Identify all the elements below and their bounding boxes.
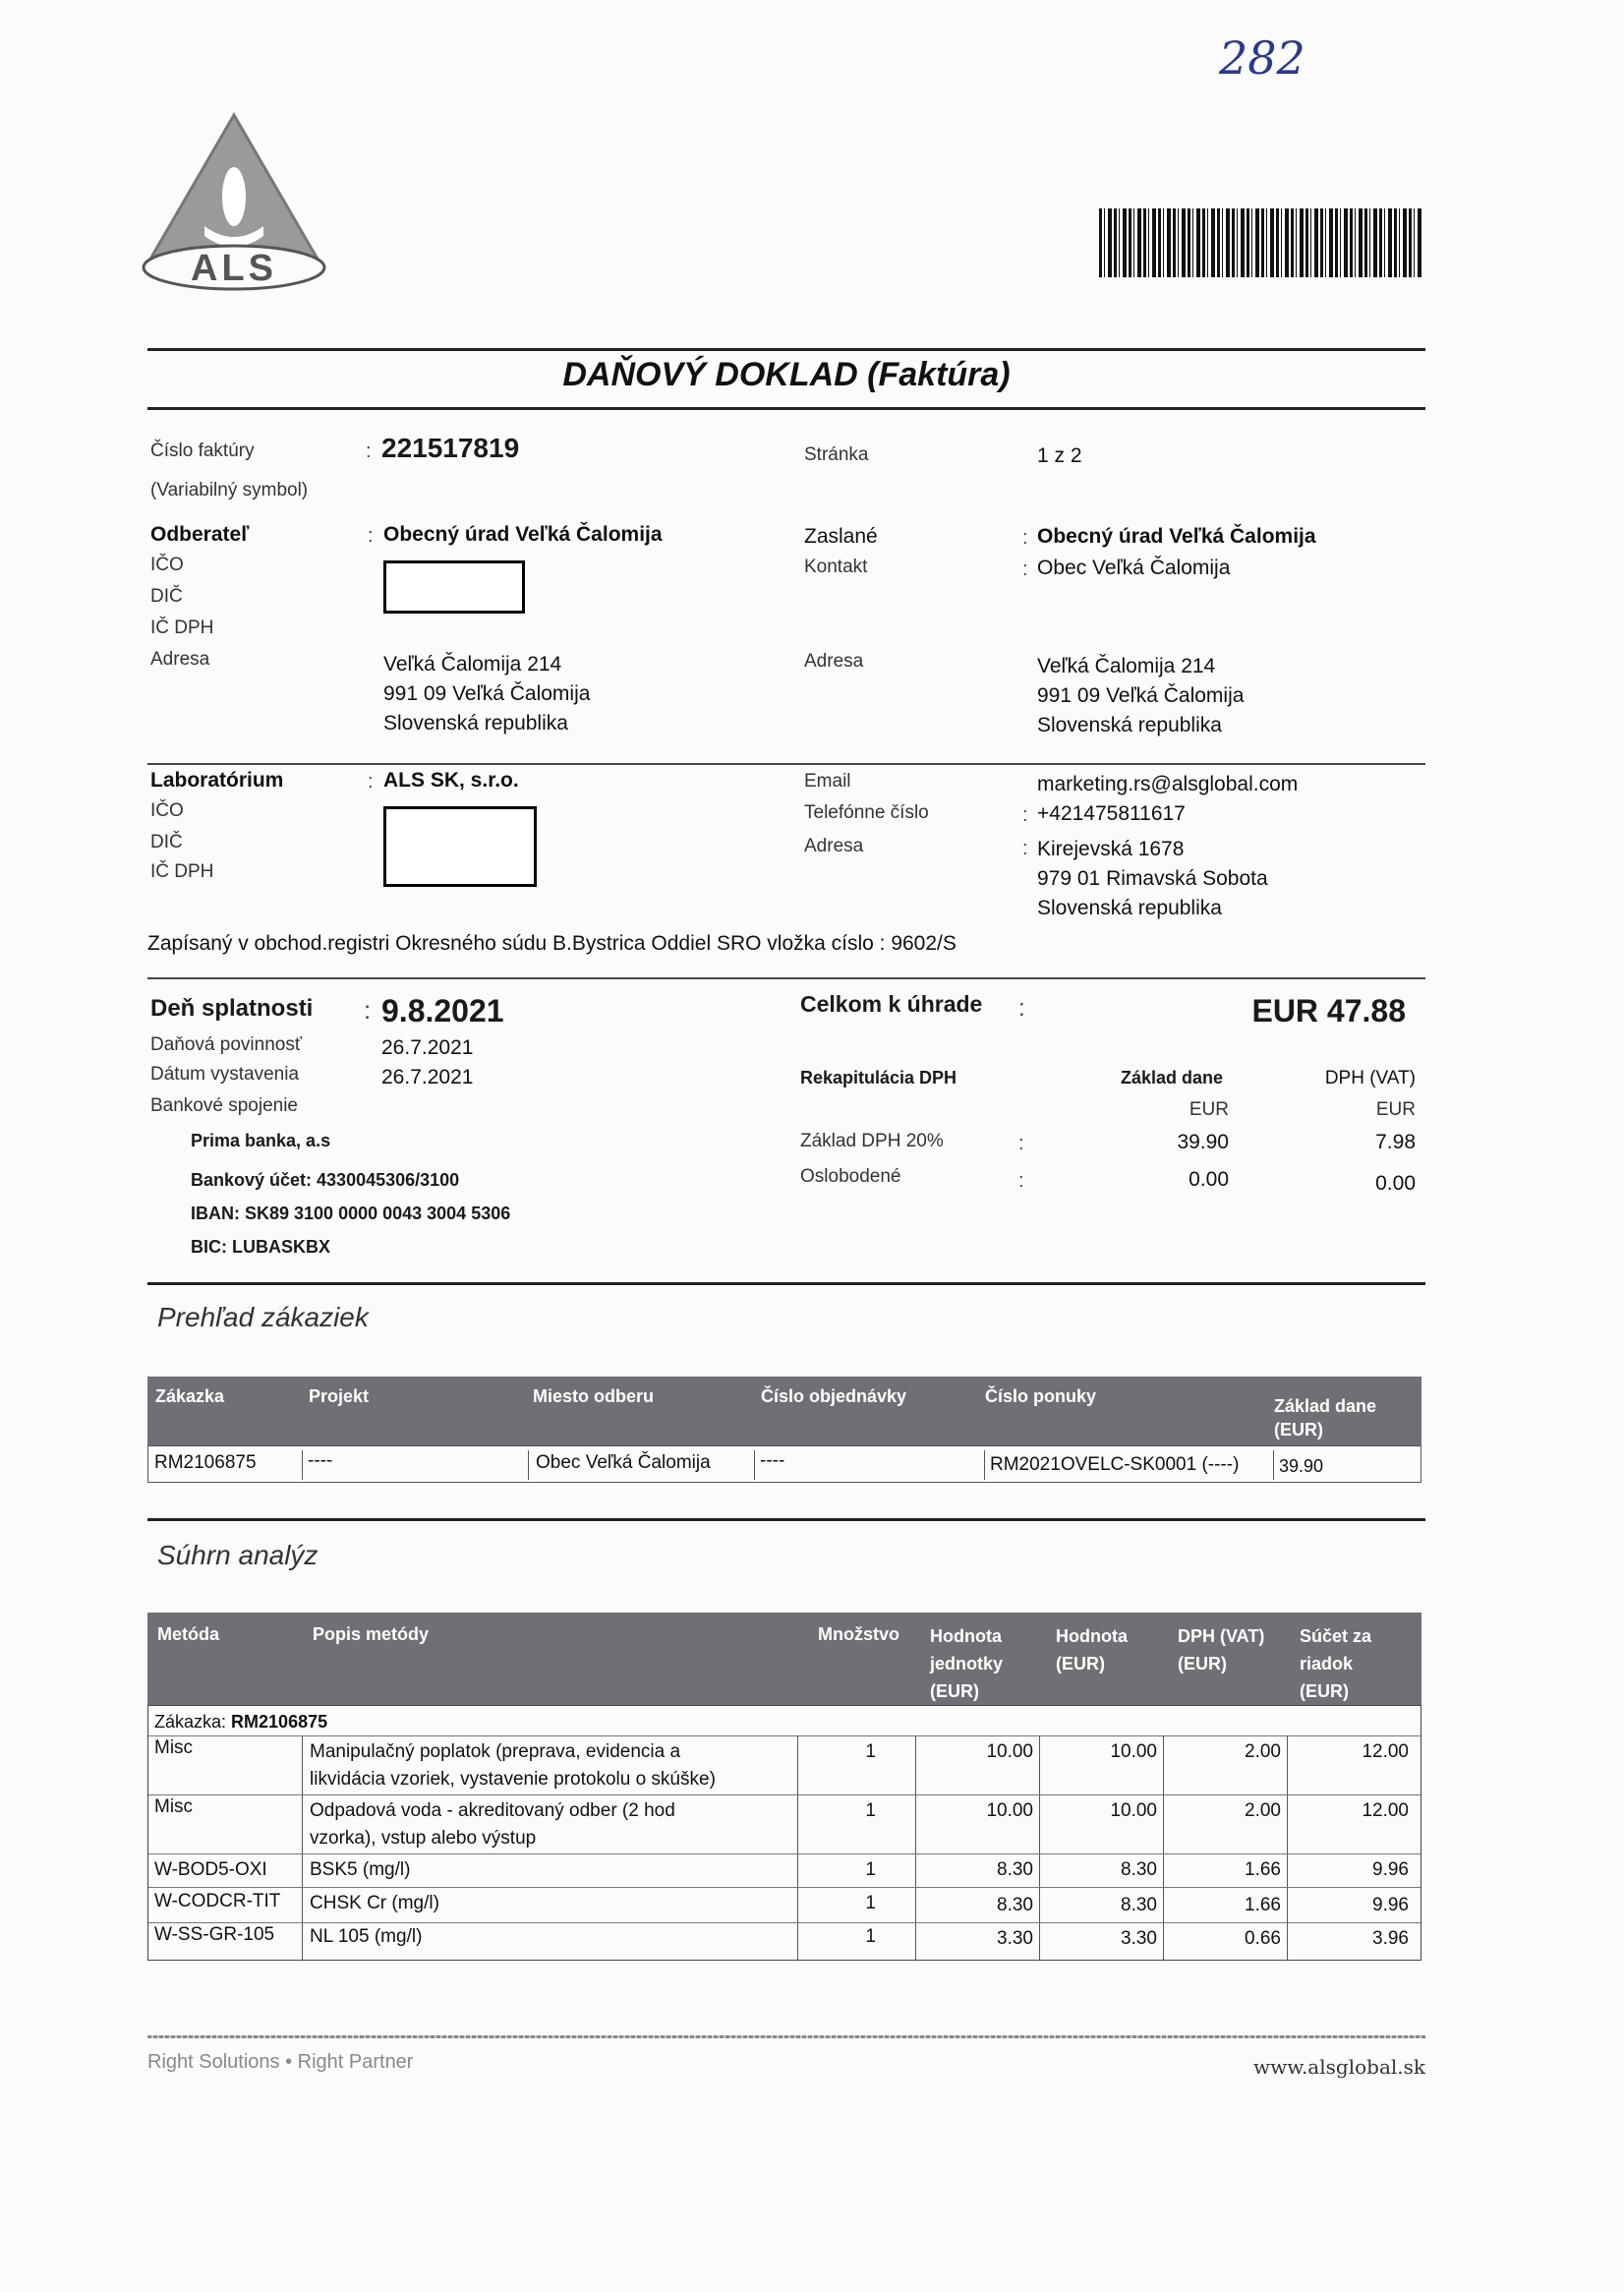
vat: 2.00 — [1245, 1741, 1281, 1762]
order-id: RM2106875 — [154, 1452, 257, 1473]
customer-icdph-label: IČ DPH — [150, 617, 214, 638]
customer-address-line-2: 991 09 Veľká Čalomija — [383, 682, 591, 705]
lab-dic-label: DIČ — [150, 832, 183, 852]
email-label: Email — [804, 771, 851, 792]
th-method-description: Popis metódy — [313, 1624, 430, 1644]
divider — [147, 1282, 1425, 1285]
th-order: Zákazka — [155, 1386, 225, 1406]
value: 8.30 — [1121, 1895, 1157, 1915]
issue-date: 26.7.2021 — [381, 1066, 474, 1088]
due-date: 9.8.2021 — [381, 993, 504, 1028]
method-description: vzorka), vstup alebo výstup — [310, 1828, 537, 1849]
iban: IBAN: SK89 3100 0000 0043 3004 5306 — [191, 1204, 511, 1223]
method: W-BOD5-OXI — [154, 1859, 267, 1880]
order-label — [154, 1712, 327, 1733]
unit-value: 10.00 — [986, 1800, 1033, 1821]
value: 10.00 — [1110, 1800, 1157, 1821]
tax-base: 39.90 — [1279, 1456, 1324, 1476]
row-divider — [148, 1853, 1421, 1854]
column-divider — [302, 1735, 303, 1960]
method: Misc — [154, 1796, 194, 1817]
method-description: Manipulačný poplatok (preprava, evidencia a — [310, 1741, 681, 1762]
vat-header: DPH (VAT) — [1324, 1068, 1416, 1088]
th-vat: DPH (VAT) (EUR) — [1178, 1626, 1265, 1674]
row-total: 9.96 — [1372, 1859, 1409, 1880]
lab-icdph-label: IČ DPH — [150, 861, 214, 882]
row-total: 9.96 — [1372, 1895, 1409, 1915]
contact-label: Kontakt — [804, 557, 868, 577]
shipped-address-line-3: Slovenská republika — [1037, 714, 1222, 736]
colon: : — [1022, 527, 1028, 549]
row-total: 12.00 — [1362, 1800, 1409, 1821]
th-project: Projekt — [309, 1386, 370, 1406]
offer-number: RM2021OVELC-SK0001 (----) — [990, 1454, 1240, 1475]
colon: : — [364, 995, 372, 1025]
quantity: 1 — [865, 1926, 876, 1947]
colon: : — [368, 525, 374, 547]
column-divider — [1287, 1735, 1288, 1960]
lab-address-line-1: Kirejevská 1678 — [1037, 838, 1185, 860]
row-total: 3.96 — [1372, 1928, 1409, 1949]
cell-divider — [984, 1450, 985, 1480]
bic: BIC: LUBASKBX — [191, 1237, 330, 1257]
order-number: ---- — [760, 1450, 785, 1471]
value: 8.30 — [1121, 1859, 1157, 1880]
page-number: 1 z 2 — [1037, 444, 1082, 467]
method: Misc — [154, 1737, 194, 1758]
due-date-label: Deň splatnosti — [150, 995, 314, 1022]
vat: 2.00 — [1245, 1800, 1281, 1821]
customer-address-label: Adresa — [150, 649, 210, 670]
row-divider — [148, 1887, 1421, 1888]
cell-divider — [528, 1450, 529, 1480]
quantity: 1 — [865, 1741, 876, 1762]
vat-base-header: Základ dane — [1121, 1068, 1224, 1087]
colon: : — [366, 441, 372, 462]
phone-value: +421475811617 — [1037, 802, 1186, 825]
method: W-CODCR-TIT — [154, 1891, 281, 1911]
value: 3.30 — [1121, 1928, 1157, 1949]
page-label: Stránka — [804, 444, 869, 465]
th-tax-base: Základ dane (EUR) — [1274, 1396, 1377, 1440]
row-divider — [148, 1794, 1421, 1795]
th-offer-number: Číslo ponuky — [985, 1386, 1097, 1406]
issue-date-label: Dátum vystavenia — [150, 1064, 300, 1085]
customer-ico-label: IČO — [150, 555, 184, 575]
row-divider — [148, 1735, 1421, 1736]
invoice-number-label: Číslo faktúry — [150, 441, 255, 461]
unit-value: 10.00 — [986, 1741, 1033, 1762]
variable-symbol-label: (Variabilný symbol) — [150, 480, 309, 500]
order-id: RM2106875 — [231, 1712, 328, 1732]
analysis-section-title: Súhrn analýz — [157, 1540, 319, 1570]
lab-address-label: Adresa — [804, 836, 864, 856]
base-currency: EUR — [1189, 1099, 1229, 1120]
customer-address-line-3: Slovenská republika — [383, 712, 568, 735]
cell-divider — [302, 1450, 303, 1480]
orders-section-title: Prehľad zákaziek — [157, 1302, 369, 1332]
total-amount: EUR 47.88 — [1251, 993, 1406, 1028]
cell-divider — [754, 1450, 755, 1480]
column-divider — [797, 1735, 798, 1960]
colon: : — [1022, 558, 1028, 580]
shipped-address-label: Adresa — [804, 651, 864, 672]
analysis-table-header — [147, 1613, 1421, 1705]
bank-label: Bankové spojenie — [150, 1095, 298, 1116]
method-description: NL 105 (mg/l) — [310, 1926, 423, 1947]
doc-title: DAŇOVÝ DOKLAD (Faktúra) — [562, 356, 1011, 393]
vat-currency: EUR — [1375, 1099, 1416, 1120]
tax-duty-date: 26.7.2021 — [381, 1036, 474, 1059]
shipped-address-line-1: Veľká Čalomija 214 — [1037, 655, 1216, 677]
sampling-site: Obec Veľká Čalomija — [536, 1452, 711, 1473]
barcode — [1099, 208, 1423, 277]
divider — [147, 763, 1425, 765]
als-logo — [136, 110, 332, 297]
th-row-total: Súčet za riadok (EUR) — [1300, 1626, 1372, 1701]
vat-row-base: 39.90 — [1177, 1131, 1229, 1153]
quantity: 1 — [865, 1859, 876, 1880]
footer-website: www.alsglobal.sk — [1252, 2055, 1425, 2079]
vat-recap-label: Rekapitulácia DPH — [800, 1068, 957, 1087]
method: W-SS-GR-105 — [154, 1924, 275, 1945]
colon: : — [1022, 804, 1028, 826]
footer-rule — [147, 2035, 1425, 2038]
contact-value: Obec Veľká Čalomija — [1037, 557, 1231, 579]
value: 10.00 — [1110, 1741, 1157, 1762]
th-method: Metóda — [157, 1624, 219, 1644]
method-description: CHSK Cr (mg/l) — [310, 1893, 439, 1913]
email-value: marketing.rs@alsglobal.com — [1037, 773, 1299, 795]
quantity: 1 — [865, 1800, 876, 1821]
vat-row-base: 0.00 — [1189, 1168, 1229, 1191]
logo-text: ALS — [191, 248, 277, 289]
unit-value: 8.30 — [997, 1895, 1033, 1915]
bank-name: Prima banka, a.s — [191, 1131, 331, 1150]
colon: : — [368, 771, 374, 793]
total-label: Celkom k úhrade — [800, 991, 983, 1017]
orders-table-row — [147, 1445, 1421, 1483]
column-divider — [1163, 1735, 1164, 1960]
tax-duty-label: Daňová povinnosť — [150, 1034, 302, 1055]
unit-value: 8.30 — [997, 1859, 1033, 1880]
vat-row-vat: 0.00 — [1375, 1172, 1416, 1195]
divider — [147, 977, 1425, 979]
quantity: 1 — [865, 1893, 876, 1913]
title-bottom-rule — [147, 407, 1425, 410]
th-unit-value: Hodnota jednotky (EUR) — [930, 1626, 1004, 1701]
title-top-rule — [147, 348, 1425, 351]
lab-name: ALS SK, s.r.o. — [383, 769, 519, 792]
vat-row-label: Základ DPH 20% — [800, 1131, 944, 1151]
unit-value: 3.30 — [997, 1928, 1033, 1949]
orders-table-header — [147, 1377, 1421, 1445]
lab-address-line-3: Slovenská republika — [1037, 897, 1222, 919]
colon: : — [1022, 838, 1028, 859]
redaction-box — [383, 806, 537, 887]
project: ---- — [308, 1450, 333, 1471]
vat-row-label: Oslobodené — [800, 1166, 901, 1187]
redaction-box — [383, 560, 525, 614]
shipped-name: Obecný úrad Veľká Čalomija — [1037, 525, 1316, 548]
invoice-number: 221517819 — [381, 433, 520, 463]
vat-row-vat: 7.98 — [1375, 1131, 1416, 1153]
vat: 1.66 — [1245, 1895, 1281, 1915]
vat: 1.66 — [1245, 1859, 1281, 1880]
phone-label: Telefónne číslo — [804, 802, 929, 823]
bank-account: Bankový účet: 4330045306/3100 — [191, 1170, 460, 1190]
customer-dic-label: DIČ — [150, 586, 183, 607]
order-label-text: Zákazka: — [154, 1712, 227, 1732]
column-divider — [1039, 1735, 1040, 1960]
th-value: Hodnota (EUR) — [1056, 1626, 1128, 1674]
footer-slogan: Right Solutions • Right Partner — [147, 2051, 414, 2073]
lab-label: Laboratórium — [150, 769, 284, 792]
th-order-number: Číslo objednávky — [761, 1386, 907, 1406]
row-total: 12.00 — [1362, 1741, 1409, 1762]
colon: : — [1018, 995, 1025, 1022]
handwritten-page-number: 282 — [1219, 31, 1305, 85]
customer-label: Odberateľ — [150, 523, 250, 546]
customer-name: Obecný úrad Veľká Čalomija — [383, 523, 663, 546]
vat: 0.66 — [1245, 1928, 1281, 1949]
divider — [147, 1518, 1425, 1521]
row-divider — [148, 1922, 1421, 1923]
colon: : — [1018, 1170, 1024, 1192]
method-description: Odpadová voda - akreditovaný odber (2 hod — [310, 1800, 675, 1821]
method-description: BSK5 (mg/l) — [310, 1859, 411, 1880]
shipped-address-line-2: 991 09 Veľká Čalomija — [1037, 684, 1245, 707]
column-divider — [915, 1735, 916, 1960]
customer-address-line-1: Veľká Čalomija 214 — [383, 653, 562, 676]
lab-address-line-2: 979 01 Rimavská Sobota — [1037, 867, 1268, 890]
th-sampling-site: Miesto odberu — [533, 1386, 655, 1406]
analysis-table-body — [147, 1705, 1421, 1961]
shipped-label: Zaslané — [804, 525, 878, 548]
cell-divider — [1273, 1450, 1274, 1480]
method-description: likvidácia vzoriek, vystavenie protokolu o skúške) — [310, 1769, 716, 1790]
th-quantity: Množstvo — [818, 1624, 899, 1644]
registry-note: Zapísaný v obchod.registri Okresného súdu B.Bystrica Oddiel SRO vložka císlo : 9602/S — [147, 932, 957, 955]
colon: : — [1018, 1133, 1024, 1154]
lab-ico-label: IČO — [150, 800, 184, 821]
